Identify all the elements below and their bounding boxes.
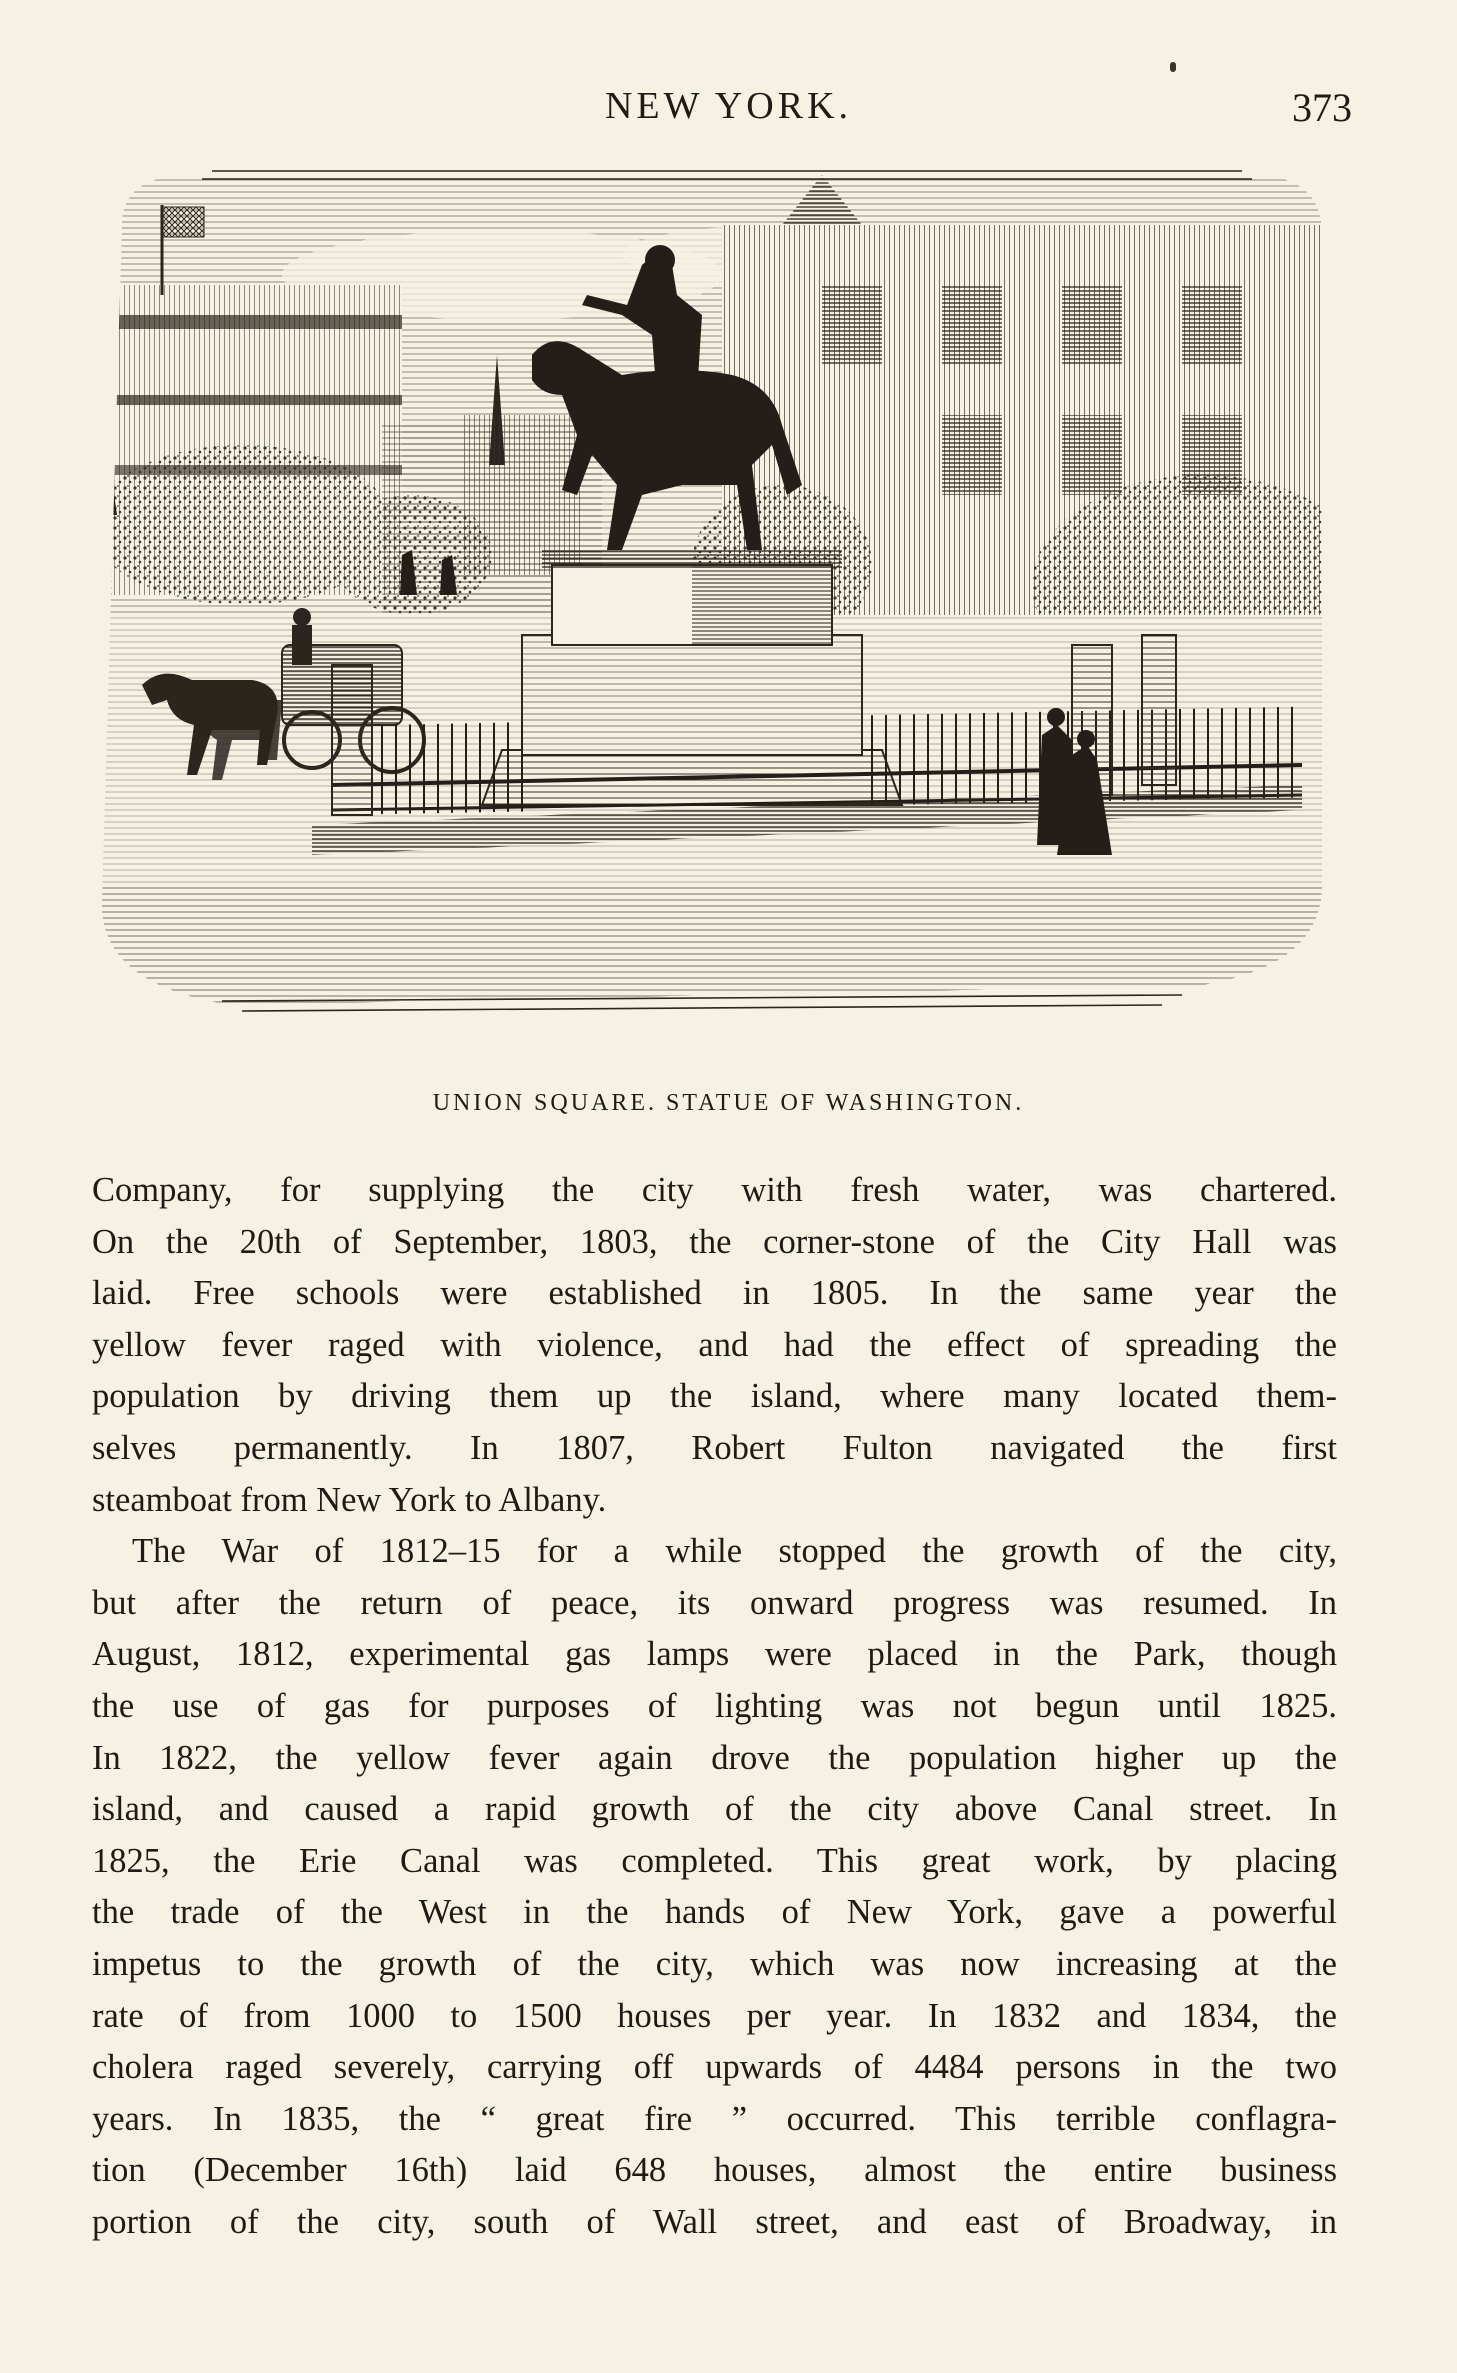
page-number: 373 <box>1292 85 1352 130</box>
text-line: 1825, the Erie Canal was completed. This great work, by placing <box>92 1841 1337 1880</box>
text-line: cholera raged severely, carrying off upwards of 4484 persons in the two <box>92 2048 1337 2087</box>
text-line: years. In 1835, the “ great fire ” occurred. This terrible conflagra- <box>92 2099 1337 2138</box>
text-line: In 1822, the yellow fever again drove the population higher up the <box>92 1738 1337 1777</box>
text-line: steamboat from New York to Albany. <box>92 1480 607 1519</box>
text-line: portion of the city, south of Wall street, and east of Broadway, in <box>92 2202 1337 2241</box>
text-line: selves permanently. In 1807, Robert Fulton navigated the first <box>92 1428 1337 1467</box>
ink-speck <box>1170 62 1176 72</box>
text-line: the trade of the West in the hands of New York, gave a powerful <box>92 1893 1337 1932</box>
paragraph-1 <box>92 1165 1337 1526</box>
paragraph-2 <box>92 1526 1337 2248</box>
engraving-scene <box>82 165 1352 1045</box>
text-line: laid. Free schools were established in 1805. In the same year the <box>92 1274 1337 1313</box>
text-line: Company, for supplying the city with fresh water, was chartered. <box>92 1171 1337 1209</box>
body-text <box>92 1165 1337 2248</box>
fence-post-left <box>332 665 372 815</box>
text-line: island, and caused a rapid growth of the city above Canal street. In <box>92 1790 1337 1829</box>
text-line: but after the return of peace, its onward progress was resumed. In <box>92 1583 1337 1622</box>
text-line: impetus to the growth of the city, which was now increasing at the <box>92 1944 1337 1983</box>
text-line: the use of gas for purposes of lighting was not begun until 1825. <box>92 1686 1337 1725</box>
text-line: yellow fever raged with violence, and had the effect of spreading the <box>92 1325 1337 1364</box>
running-head <box>0 84 1457 134</box>
figure-caption: UNION SQUARE. STATUE OF WASHINGTON. <box>432 1090 1025 1116</box>
text-line: rate of from 1000 to 1500 houses per year. In 1832 and 1834, the <box>92 1996 1337 2035</box>
text-line: On the 20th of September, 1803, the corner-stone of the City Hall was <box>92 1222 1337 1261</box>
text-line: The War of 1812–15 for a while stopped the growth of the city, <box>132 1532 1337 1571</box>
text-line: population by driving them up the island, where many located them- <box>92 1377 1337 1416</box>
text-line: August, 1812, experimental gas lamps were placed in the Park, though <box>92 1635 1337 1674</box>
text-line: tion (December 16th) laid 648 houses, almost the entire business <box>92 2151 1337 2190</box>
running-title: NEW YORK. <box>604 85 853 127</box>
engraving-illustration <box>82 165 1352 1045</box>
flag-icon <box>162 207 204 237</box>
